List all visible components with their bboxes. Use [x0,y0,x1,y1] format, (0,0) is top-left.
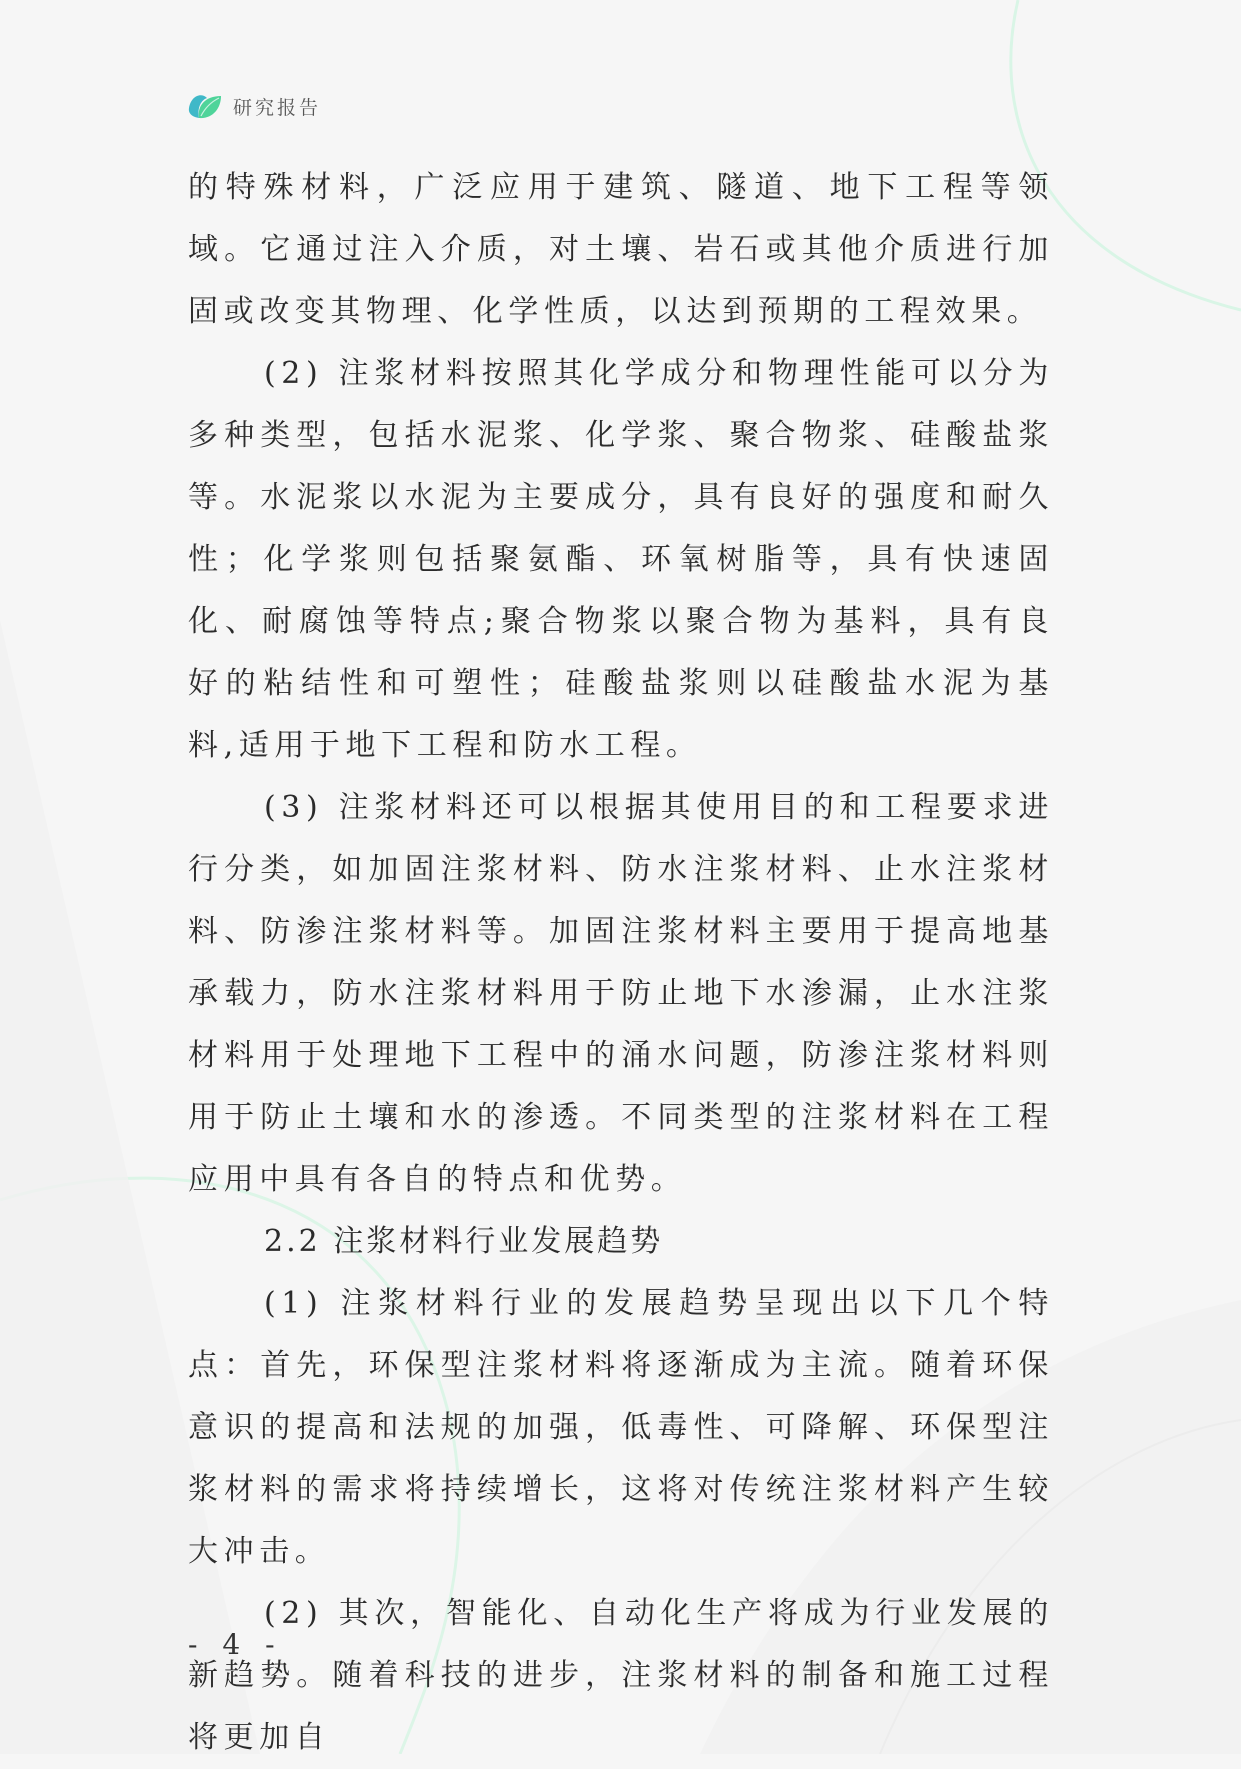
document-body [188,157,1054,1769]
report-header [187,88,321,124]
paragraph-trend-intelligent: (2) 其次，智能化、自动化生产将成为行业发展的新趋势。随着科技的进步，注浆材料的制备和施工过程将更加自 [188,1596,1054,1755]
brand-leaf-logo-icon [187,90,223,122]
page-number: - 4 - [188,1628,283,1661]
section-heading: 2.2 注浆材料行业发展趋势 [264,1224,664,1259]
paragraph-continued: 的特殊材料，广泛应用于建筑、隧道、地下工程等领域。它通过注入介质，对土壤、岩石或其他介质进行加固或改变其物理、化学性质，以达到预期的工程效果。 [188,170,1054,329]
paragraph-grout-purpose: (3) 注浆材料还可以根据其使用目的和工程要求进行分类，如加固注浆材料、防水注浆材料、止水注浆材料、防渗注浆材料等。加固注浆材料主要用于提高地基承载力，防水注浆材料用于防止地下水渗漏，止水注浆材料用于处理地下工程中的涌水问题，防渗注浆材料则用于防止土壤和水的渗透。不同类型的注浆材料在工程应用中具有各自的特点和优势。 [188,790,1054,1197]
header-title: 研究报告 [233,96,322,119]
paragraph-trend-environmental: (1) 注浆材料行业的发展趋势呈现出以下几个特点：首先，环保型注浆材料将逐渐成为主流。随着环保意识的提高和法规的加强，低毒性、可降解、环保型注浆材料的需求将持续增长，这将对传统注浆材料产生较大冲击。 [188,1286,1054,1569]
paragraph-grout-types: (2) 注浆材料按照其化学成分和物理性能可以分为多种类型，包括水泥浆、化学浆、聚合物浆、硅酸盐浆等。水泥浆以水泥为主要成分，具有良好的强度和耐久性；化学浆则包括聚氨酯、环氧树脂等，具有快速固化、耐腐蚀等特点;聚合物浆以聚合物为基料，具有良好的粘结性和可塑性；硅酸盐浆则以硅酸盐水泥为基料,适用于地下工程和防水工程。 [188,356,1054,763]
